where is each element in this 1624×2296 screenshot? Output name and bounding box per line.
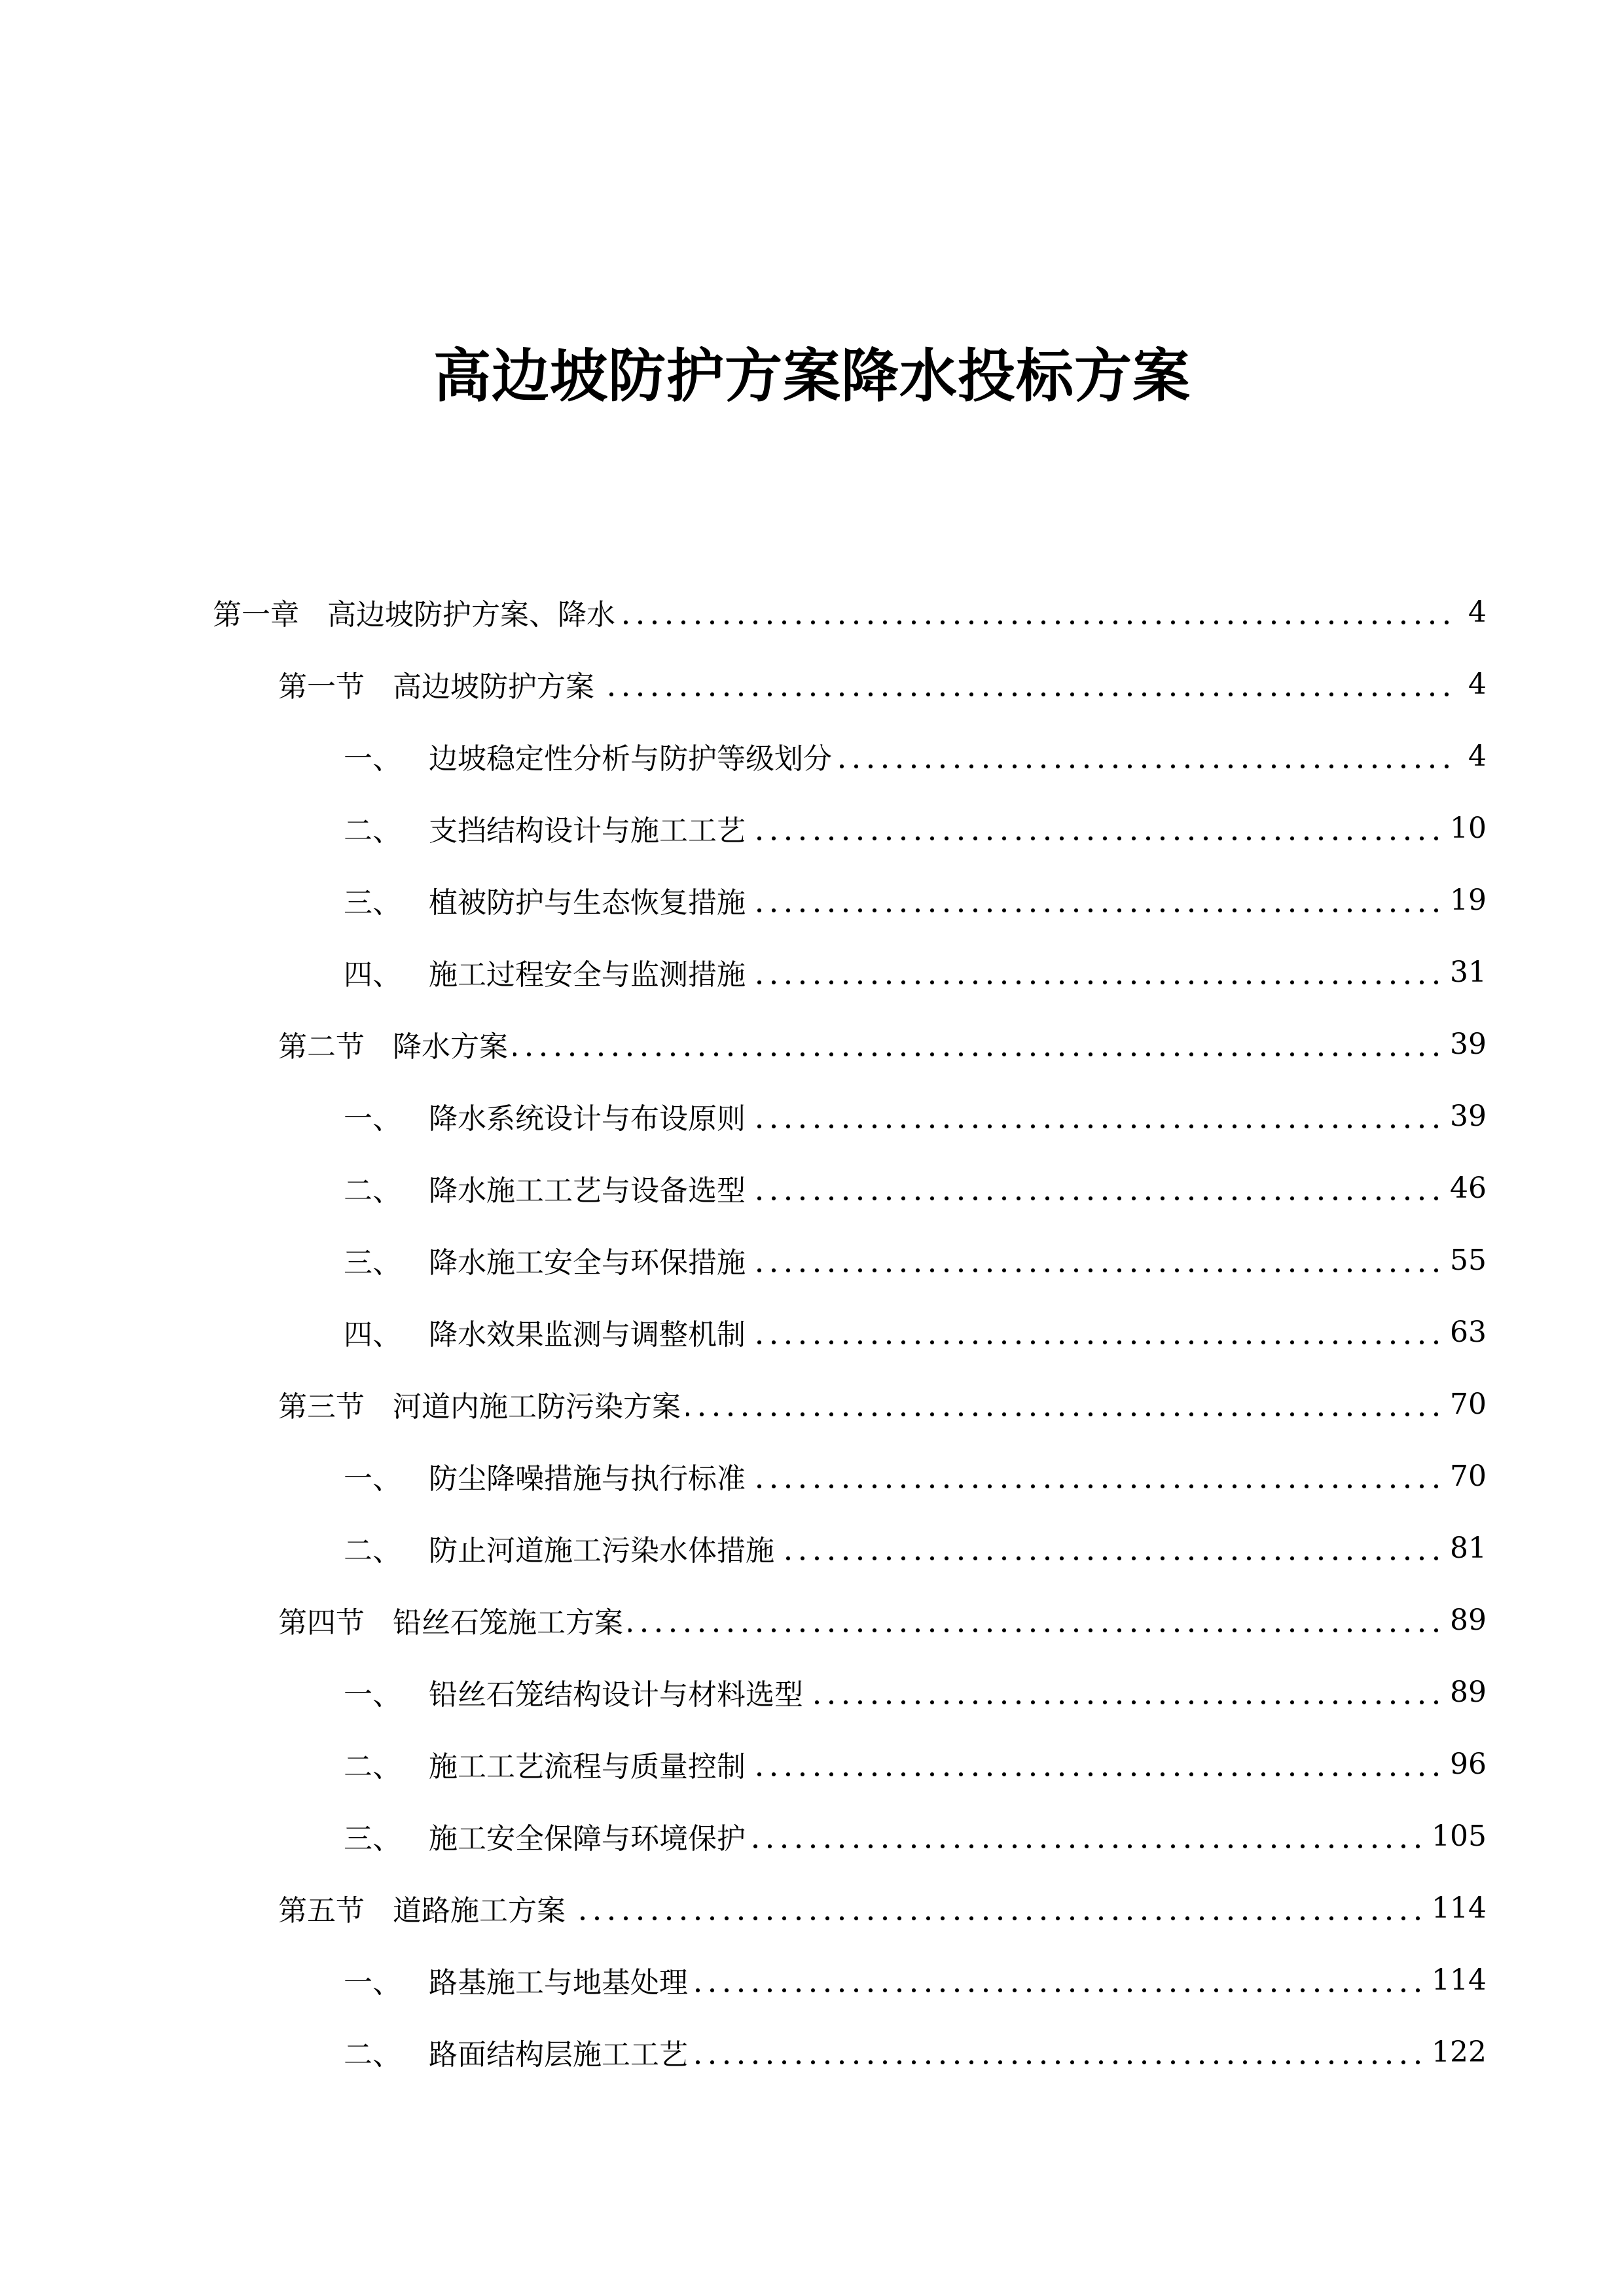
toc-entry-label: 道路施工方案	[393, 1894, 566, 1928]
dot-leader	[513, 1030, 1443, 1058]
dot-leader	[808, 1677, 1443, 1706]
toc-entry-page: 4	[1468, 595, 1487, 629]
toc-entry-label: 施工过程安全与监测措施	[429, 958, 746, 992]
toc-entry[interactable]	[278, 1368, 1487, 1440]
toc-entry-label: 路基施工与地基处理	[429, 1966, 688, 2000]
toc-entry-page: 105	[1432, 1819, 1487, 1853]
toc-entry-page: 122	[1432, 2035, 1487, 2069]
toc-entry-number: 一、	[344, 1678, 401, 1712]
dot-leader	[693, 2037, 1425, 2066]
dot-leader	[780, 1534, 1443, 1562]
toc-entry-number: 二、	[344, 1174, 401, 1208]
toc-entry[interactable]	[344, 1296, 1487, 1368]
dot-leader	[751, 1462, 1443, 1490]
toc-entry[interactable]	[344, 1944, 1487, 2016]
toc-entry[interactable]	[344, 1152, 1487, 1224]
dot-leader	[751, 1749, 1443, 1778]
toc-entry-label: 边坡稳定性分析与防护等级划分	[429, 742, 832, 776]
toc-entry-page: 89	[1450, 1603, 1487, 1637]
toc-entry-number: 第一章	[213, 598, 299, 632]
toc-entry-label: 降水系统设计与布设原则	[429, 1102, 746, 1136]
toc-entry-label: 高边坡防护方案、降水	[327, 598, 615, 632]
toc-entry-number: 第三节	[278, 1390, 365, 1424]
dot-leader	[751, 814, 1443, 842]
dot-leader	[751, 958, 1443, 986]
dot-leader	[751, 1821, 1425, 1850]
toc-entry-label: 路面结构层施工工艺	[429, 2038, 688, 2072]
dot-leader	[628, 1605, 1443, 1634]
toc-entry-label: 降水施工工艺与设备选型	[429, 1174, 746, 1208]
toc-entry-number: 二、	[344, 1534, 401, 1568]
dot-leader	[751, 886, 1443, 914]
dot-leader	[751, 1318, 1443, 1346]
toc-entry-label: 河道内施工防污染方案	[393, 1390, 681, 1424]
toc-entry-page: 96	[1450, 1747, 1487, 1781]
toc-entry-page: 81	[1450, 1531, 1487, 1565]
toc-entry-page: 114	[1432, 1963, 1487, 1997]
toc-entry-page: 89	[1450, 1675, 1487, 1709]
toc-entry-page: 4	[1468, 667, 1487, 701]
toc-entry-label: 植被防护与生态恢复措施	[429, 886, 746, 920]
dot-leader	[751, 1246, 1443, 1274]
toc-entry[interactable]	[344, 2016, 1487, 2088]
toc-entry-page: 31	[1450, 955, 1487, 989]
toc-entry-page: 70	[1450, 1459, 1487, 1493]
toc-entry-number: 三、	[344, 886, 401, 920]
toc-entry-label: 支挡结构设计与施工工艺	[429, 814, 746, 848]
dot-leader	[837, 742, 1454, 770]
toc-entry-label: 降水施工安全与环保措施	[429, 1246, 746, 1280]
dot-leader	[751, 1174, 1443, 1202]
toc-entry-page: 4	[1468, 739, 1487, 773]
toc-entry-number: 第二节	[278, 1030, 365, 1064]
document-title: 高边坡防护方案降水投标方案	[433, 342, 1191, 410]
toc-entry-number: 第一节	[278, 670, 365, 704]
toc-entry[interactable]	[344, 1512, 1487, 1584]
toc-entry-number: 一、	[344, 1462, 401, 1496]
toc-entry[interactable]	[278, 1584, 1487, 1656]
toc-entry-number: 第四节	[278, 1606, 365, 1640]
dot-leader	[693, 1965, 1425, 1994]
toc-entry[interactable]	[344, 936, 1487, 1008]
toc-entry-page: 70	[1450, 1387, 1487, 1421]
dot-leader	[621, 598, 1454, 626]
toc-entry-label: 施工安全保障与环境保护	[429, 1822, 746, 1856]
toc-entry[interactable]	[344, 792, 1487, 864]
toc-entry-number: 一、	[344, 742, 401, 776]
toc-entry[interactable]	[278, 1008, 1487, 1080]
toc-entry-label: 铅丝石笼结构设计与材料选型	[429, 1678, 803, 1712]
toc-entry-page: 39	[1450, 1099, 1487, 1133]
toc-entry[interactable]	[344, 1080, 1487, 1152]
toc-entry[interactable]	[344, 864, 1487, 936]
toc-entry-page: 55	[1450, 1243, 1487, 1277]
toc-entry-number: 四、	[344, 958, 401, 992]
dot-leader	[686, 1390, 1443, 1418]
toc-entry-label: 防止河道施工污染水体措施	[429, 1534, 774, 1568]
toc-entry-label: 降水效果监测与调整机制	[429, 1318, 746, 1352]
toc-entry-page: 39	[1450, 1027, 1487, 1061]
toc-entry[interactable]	[344, 1656, 1487, 1728]
toc-entry-number: 三、	[344, 1246, 401, 1280]
toc-entry-number: 二、	[344, 1750, 401, 1784]
toc-entry[interactable]	[344, 720, 1487, 792]
dot-leader	[600, 670, 1454, 698]
toc-entry[interactable]	[344, 1440, 1487, 1512]
toc-entry-page: 63	[1450, 1315, 1487, 1349]
dot-leader	[571, 1893, 1425, 1922]
toc-entry-label: 施工工艺流程与质量控制	[429, 1750, 746, 1784]
toc-entry-page: 46	[1450, 1171, 1487, 1205]
toc-entry[interactable]	[344, 1728, 1487, 1800]
toc-entry-number: 四、	[344, 1318, 401, 1352]
toc-entry-number: 第五节	[278, 1894, 365, 1928]
toc-entry-page: 19	[1450, 883, 1487, 917]
toc-entry-number: 二、	[344, 2038, 401, 2072]
toc-entry-number: 二、	[344, 814, 401, 848]
toc-entry-number: 一、	[344, 1102, 401, 1136]
toc-entry-page: 114	[1432, 1891, 1487, 1925]
toc-entry[interactable]	[344, 1224, 1487, 1296]
dot-leader	[751, 1102, 1443, 1130]
toc-entry-label: 降水方案	[393, 1030, 508, 1064]
toc-entry[interactable]	[344, 1800, 1487, 1872]
toc-entry-label: 高边坡防护方案	[393, 670, 594, 704]
toc-entry-label: 铅丝石笼施工方案	[393, 1606, 623, 1640]
toc-entry-number: 一、	[344, 1966, 401, 2000]
toc-entry[interactable]	[278, 1872, 1487, 1944]
toc-entry-page: 10	[1450, 811, 1487, 845]
toc-entry-number: 三、	[344, 1822, 401, 1856]
toc-entry-label: 防尘降噪措施与执行标准	[429, 1462, 746, 1496]
toc-entry[interactable]	[278, 648, 1487, 720]
toc-entry[interactable]	[213, 576, 1487, 648]
